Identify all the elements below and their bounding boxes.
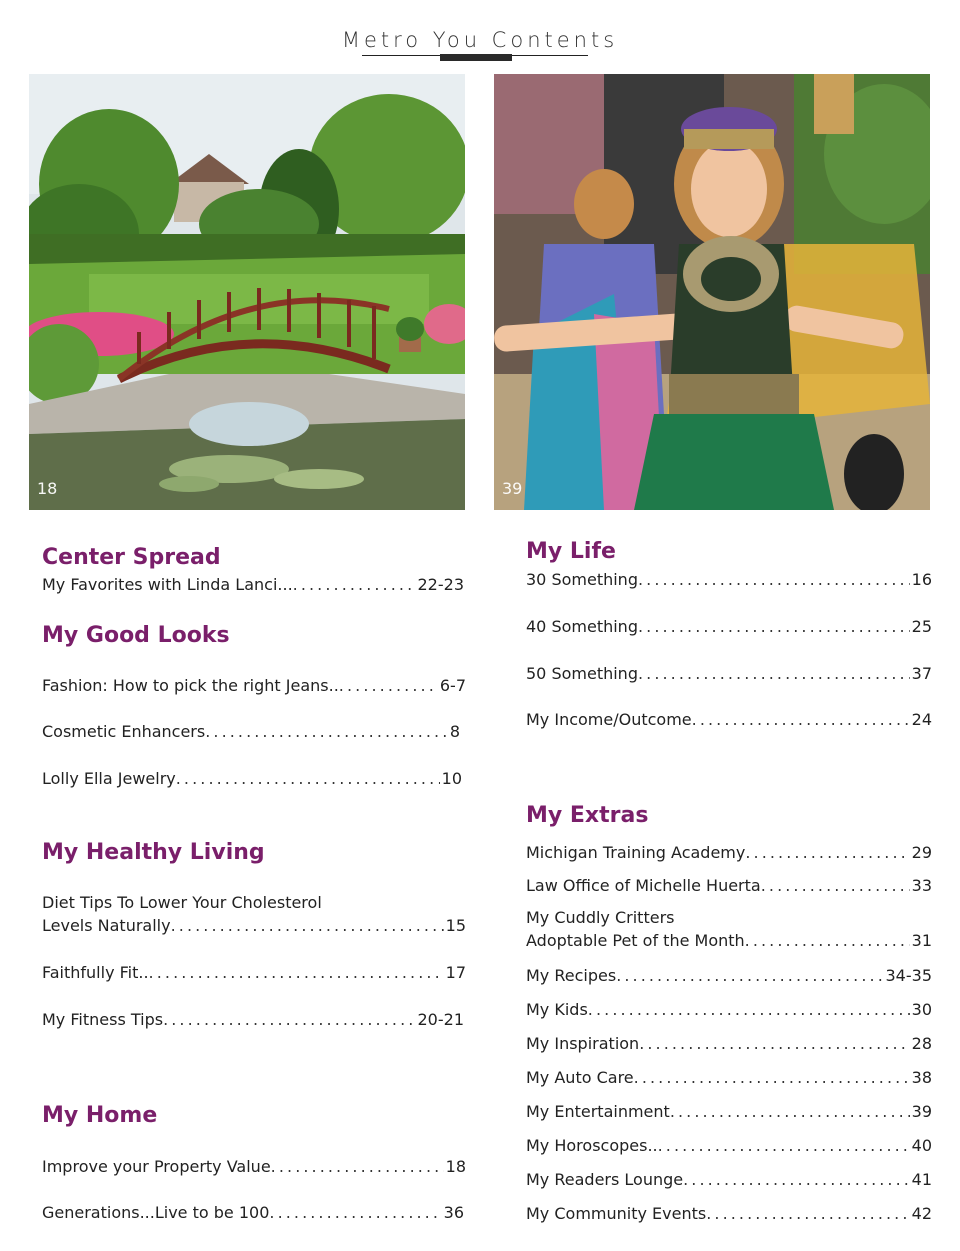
toc-entry[interactable] (526, 1066, 932, 1089)
dot-leader (745, 841, 909, 864)
toc-entry[interactable] (526, 964, 932, 987)
dot-leader (616, 964, 883, 987)
toc-entry-page: 28 (911, 1034, 932, 1053)
toc-entry-page: 24 (911, 710, 932, 729)
toc-entry-label: My Fitness Tips (42, 1010, 164, 1029)
section-title-home: My Home (42, 1103, 158, 1128)
toc-entry-label: Improve your Property Value (42, 1157, 271, 1176)
toc-entry-label: Generations...Live to be 100 (42, 1203, 270, 1222)
toc-entry-page: 33 (911, 876, 932, 895)
dot-leader (638, 662, 910, 685)
toc-entry-label: My Recipes (526, 966, 617, 985)
section-title-healthy-living: My Healthy Living (42, 840, 265, 865)
dot-leader (176, 767, 440, 790)
toc-entry[interactable] (42, 1155, 466, 1178)
dot-leader (683, 1168, 910, 1191)
toc-entry-page: 25 (911, 617, 932, 636)
toc-entry-page: 31 (911, 931, 932, 950)
dot-leader (634, 1066, 910, 1089)
page-title: Metro You Contents (341, 28, 619, 52)
toc-entry-label: Lolly Ella Jewelry (42, 769, 176, 788)
dot-leader (639, 1032, 909, 1055)
toc-entry[interactable] (42, 720, 460, 743)
garden-bridge-illustration (29, 74, 465, 510)
toc-entry[interactable] (42, 573, 464, 596)
toc-entry-page: 34-35 (885, 966, 932, 985)
toc-entry[interactable] (526, 874, 932, 897)
dot-leader (706, 1202, 909, 1225)
dot-leader (171, 914, 444, 937)
masthead (0, 28, 960, 52)
toc-entry-label-line1: My Cuddly Critters (526, 908, 675, 927)
dot-leader (149, 961, 444, 984)
dot-leader (163, 1008, 415, 1031)
toc-entry-label: 30 Something (526, 570, 638, 589)
toc-entry-label: Fashion: How to pick the right Jeans.. (42, 676, 339, 695)
toc-entry[interactable] (42, 1201, 464, 1224)
dot-leader (658, 1134, 910, 1157)
toc-entry[interactable] (526, 841, 932, 864)
toc-entry[interactable] (526, 708, 932, 731)
masthead-accent-bar (440, 54, 512, 61)
dancer-illustration (494, 74, 930, 510)
toc-entry-page: 16 (911, 570, 932, 589)
toc-entry-label: Faithfully Fit.. (42, 963, 149, 982)
toc-entry-page: 6-7 (439, 676, 466, 695)
toc-entry[interactable] (42, 674, 466, 697)
toc-entry-label: Cosmetic Enhancers (42, 722, 206, 741)
toc-entry[interactable] (42, 767, 462, 790)
toc-entry-page: 38 (911, 1068, 932, 1087)
toc-entry[interactable] (526, 1168, 932, 1191)
toc-entry[interactable] (526, 998, 932, 1021)
toc-entry[interactable] (526, 662, 932, 685)
dot-leader (761, 874, 910, 897)
dot-leader (638, 615, 910, 638)
toc-entry-page: 39 (911, 1102, 932, 1121)
toc-entry-label: My Horoscopes.. (526, 1136, 658, 1155)
dot-leader (269, 1201, 441, 1224)
toc-entry[interactable] (526, 1202, 932, 1225)
toc-entry-label: My Readers Lounge (526, 1170, 684, 1189)
toc-entry[interactable] (42, 1008, 464, 1031)
toc-entry[interactable] (526, 615, 932, 638)
toc-entry-label: My Inspiration (526, 1034, 640, 1053)
toc-entry-label: My Kids (526, 1000, 588, 1019)
dot-leader (205, 720, 448, 743)
toc-entry[interactable] (526, 906, 932, 952)
toc-entry-page: 36 (443, 1203, 464, 1222)
section-title-good-looks: My Good Looks (42, 623, 230, 648)
dot-leader (588, 998, 910, 1021)
garden-bridge-photo (29, 74, 465, 510)
toc-entry-label: Levels Naturally (42, 916, 171, 935)
photo-page-number: 39 (502, 479, 523, 498)
toc-entry-page: 37 (911, 664, 932, 683)
dot-leader (692, 708, 910, 731)
dot-leader (745, 929, 910, 952)
toc-entry-label: My Favorites with Linda Lanci... (42, 575, 293, 594)
toc-entry-page: 15 (445, 916, 466, 935)
toc-entry[interactable] (526, 1100, 932, 1123)
toc-entry[interactable] (526, 568, 932, 591)
toc-entry-label: My Income/Outcome (526, 710, 692, 729)
toc-entry-label: My Auto Care (526, 1068, 634, 1087)
dot-leader (670, 1100, 910, 1123)
toc-entry-label: My Community Events (526, 1204, 707, 1223)
toc-entry-page: 18 (445, 1157, 466, 1176)
section-title-life: My Life (526, 539, 616, 564)
toc-entry-label-line1: Diet Tips To Lower Your Cholesterol (42, 893, 322, 912)
toc-entry-label: 40 Something (526, 617, 638, 636)
toc-entry-label: Adoptable Pet of the Month (526, 931, 745, 950)
toc-entry-page: 22-23 (417, 575, 464, 594)
toc-entry-page: 40 (911, 1136, 932, 1155)
dot-leader (638, 568, 910, 591)
section-title-extras: My Extras (526, 803, 649, 828)
toc-entry-label: My Entertainment (526, 1102, 670, 1121)
toc-entry-label: Michigan Training Academy (526, 843, 746, 862)
dot-leader (293, 573, 416, 596)
toc-entry-label: 50 Something (526, 664, 638, 683)
section-title-center-spread: Center Spread (42, 545, 221, 570)
dancer-photo (494, 74, 930, 510)
toc-entry-page: 29 (911, 843, 932, 862)
toc-entry[interactable] (42, 961, 466, 984)
toc-entry-page: 30 (911, 1000, 932, 1019)
toc-entry-page: 8 (449, 722, 460, 741)
toc-entry[interactable] (42, 891, 466, 937)
toc-entry-page: 42 (911, 1204, 932, 1223)
toc-entry-page: 17 (445, 963, 466, 982)
dot-leader (271, 1155, 444, 1178)
toc-entry-page: 20-21 (417, 1010, 464, 1029)
dot-leader (339, 674, 438, 697)
toc-entry[interactable] (526, 1032, 932, 1055)
photo-page-number: 18 (37, 479, 58, 498)
toc-entry-page: 10 (441, 769, 462, 788)
toc-entry-page: 41 (911, 1170, 932, 1189)
toc-entry-label: Law Office of Michelle Huerta (526, 876, 761, 895)
toc-entry[interactable] (526, 1134, 932, 1157)
